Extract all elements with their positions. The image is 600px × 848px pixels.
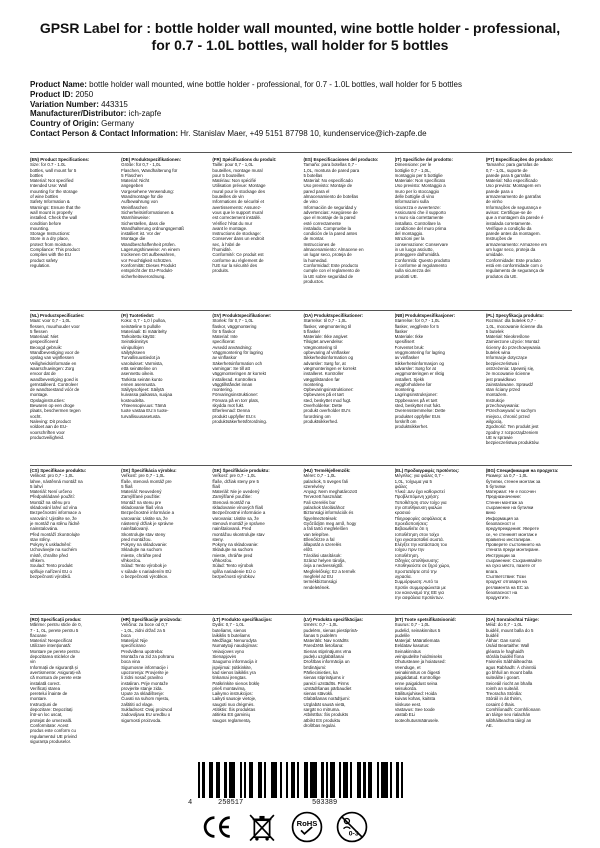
spec-text: Veľkosť: pre 0,7 - 1,0L fľaše, stenová montáž pre 5 fliaš Materiál: Neuvedený Zamýšľané použitie: Montáž na stenu pre skladovanie fliaš vína Bezpečnostné informácie a varovania: Uistite sa, že nástenný držiak je správne nainštalovaný. Skontrolujte stav steny pred montážou. Pokyny na skladovanie: Skladujte na suchom mieste, chráňte pred vlhkosťou. Súlad: Tento výrobok je v súlade s nariadením EÚ o bezpečnosti výrobkov.	[121, 473, 175, 579]
spec-heading: (PL) Specyfikacja produktu:	[485, 313, 544, 318]
barcode-bar	[401, 762, 403, 798]
spec-block	[395, 617, 481, 757]
product-info-row	[30, 119, 575, 129]
barcode-bar	[275, 762, 277, 798]
spec-block	[486, 157, 572, 307]
barcode-bar	[396, 762, 398, 798]
spec-text: Storlek: för 0,7 - 1,0L flaskor, väggmontering för 5 flaskor Material: Inte specificerat Avsedd användning: Väggmontering för lagring av vinflaskor Säkerhetsinformation och varningar: Se till att väggmonteringen är korrekt installerad. Kontrollera väggtillståndet innan montering. Förvaringsinstruktioner: Förvara på en torr plats, skydda mot fukt. Efterlevnad: Denna produkt uppfyller EU:s produktsäkerhetsförordning.	[212, 318, 267, 424]
spec-heading: (LT) Produkto specifikacijos:	[212, 617, 273, 622]
barcode-right-digits: 503389	[312, 799, 338, 807]
spec-heading: (NL) Productspecificaties:	[30, 313, 85, 318]
barcode-bar	[260, 762, 262, 798]
spec-heading: (BG) Спецификация на продукта:	[485, 468, 559, 473]
spec-block	[486, 468, 572, 611]
spec-text: Size: for 0.7 - 1.0L bottles, wall mount for 5 bottles Material: Not specified Intended Use: Wall mounting for the storage of wine bottles Safety Information & Warnings: Ensure that the wall mount is properly installed. Check the wall condition before mounting. Storage Instructions: Store in a dry place, protect from moisture. Compliance: This product complies with the EU product safety regulation.	[30, 162, 81, 268]
barcode-bar	[286, 762, 288, 798]
spec-heading: (FI) Tuotetiedot:	[121, 313, 155, 318]
product-info-value: Germany	[101, 119, 135, 129]
spec-text: Størrelse: for 0,7 - 1,0L flasker, veggfeste for 5 flasker Materiale: Ikke spesifisert Forventet bruk: Veggmontering for lagring av vinflasker Sikkerhetsinformasjon og advarsler: Sørg for at veggmonteringen er riktig installert. Sjekk veggforholdene før montering. Lagringsinstruksjoner: Oppbevares på et tørt sted, beskyttet mot fukt. Overensstemmelse: Dette produktet oppfyller EUs forskrift om produktsikkerhet.	[394, 318, 446, 430]
spec-block	[30, 468, 116, 611]
barcode-bar	[233, 762, 235, 798]
product-info-row	[30, 100, 575, 110]
product-info-label: Manufacturer/Distributor:	[30, 109, 127, 119]
spec-text: Veľkosť: pre 0,7 - 1,0L fľaše, držiak steny pre 5 fliaš Materiál: Nie je uvedený Zamýšľané použitie: Stenová montáž na skladovanie vínových fliaš Bezpečnostné informácie a varovania: Uistite sa, že stenová montáž je správne nainštalovaná. Pred montážou skontrolujte stav steny. Pokyny na skladovanie: Skladujte na suchom mieste, chráňte pred vlhkosťou. Súlad: Tento výrobok spĺňa nariadenie EÚ o bezpečnosti výrobkov.	[212, 473, 266, 579]
barcode-bar	[280, 762, 282, 798]
spec-block	[212, 617, 298, 757]
spec-block	[303, 468, 389, 611]
barcode-bar	[240, 762, 242, 798]
spec-heading: (FR) Spécifications du produit:	[212, 157, 277, 162]
spec-block	[30, 157, 116, 307]
spec-text: Taille: pour 0,7 - 1,0L bouteilles, montage mural pour 5 bouteilles Matériau: Non spécifié Utilisation prévue: Montage mural pour le stockage des bouteilles de vin Informations de sécurité et avertissements: Assurez- vous que le support mural est correctement installé. Vérifiez l'état du mur avant le montage. Instructions de stockage: Conserver dans un endroit sec, à l'abri de l'humidité. Conformité: Ce produit est conforme au règlement de l'UE sur la sécurité des produits.	[212, 162, 266, 274]
product-info-row	[30, 80, 575, 90]
barcode-bar	[385, 762, 387, 798]
spec-block	[486, 313, 572, 463]
spec-text: Rozmiar: dla butelek 0,7 - 1,0L, mocowanie ścienne dla 5 butelek Materiał: Nieokreślone Zamierzone użycie: Montaż ścienny do przechowywania butelek wina Informacje dotyczące bezpieczeństwa i ostrzeżenia: Upewnij się, że mocowanie ścienne jest prawidłowo zainstalowane. Sprawdź stan ściany przed montażem. Instrukcje przechowywania: Przechowywać w suchym miejscu, chronić przed wilgocią. Zgodność: Ten produkt jest zgodny z rozporządzeniem UE w sprawie bezpieczeństwa produktów.	[485, 318, 543, 446]
spec-heading: (NB) Produktspesifikasjoner:	[394, 313, 456, 318]
barcode-bar	[244, 762, 246, 798]
barcode-bar	[321, 762, 323, 798]
spec-row-1	[30, 157, 572, 307]
product-info-row	[30, 129, 575, 139]
barcode-bar	[264, 762, 266, 798]
spec-text: Izmērs: 0,7 - 1,0L pudelēm, sienas piestiprinā- šanas 5 pudelēm Materiāls: Nav norādīts Paredzētā lietošana: Sienas stiprinājums vīna pudeļu uzglabāšanai Drošības informācija un brīdinājumi: Pārliecinieties, ka sienas stiprinājums ir pareizi uzstādīts. Pirms uzstādīšanas pārbaudiet sienas stāvokli. Glabāšanas norādījumi: Uzglabāt sausā vietā, sargāt no mitruma. Atbilstība: Šis produkts atbilst ES produktu drošības regulai.	[303, 622, 359, 728]
spec-block	[212, 468, 298, 611]
spec-text: Velikost: pro 0,7 - 1,0L lahve, nástěnná montáž na 5 lahví Materiál: Není určeno Předpokládané použití: Montáž na stěnu pro skladování lahví od vína Bezpečnostní informace a varování: Ujistěte se, že je montáž na stěnu řádně nainstalována. Před montáží zkontrolujte stav stěny. Pokyny k uskladnění: Uchovávejte na suchém místě, chraňte před vlhkem. Soulad: Tento produkt splňuje nařízení EU o bezpečnosti výrobků.	[30, 473, 83, 579]
spec-heading: (SV) Produktspecifikationer:	[212, 313, 272, 318]
spec-text: Размер: за 0,7 - 1,0L бутилки, стенен монтаж за 5 бутилки Материал: Не е посочен Предназначение: Стенен монтаж за съхранение на бутилки вино Информация за безопасност и предупреждения: Уверете се, че стенният монтаж е правилно инсталиран. Проверете състоянието на стената преди монтиране. Инструкции за съхранение: Съхранявайте на сухо място, пазете от влага. Съответствие: Този продукт отговаря на регламента на ЕС за безопасност на продуктите.	[485, 473, 542, 601]
spec-block	[486, 617, 572, 757]
barcode-bar	[251, 762, 253, 798]
spec-text: Størrelse: til 0,7 - 1,0L flasker, vægmontering til 5 flasker Materiale: Ikke angivet Tilsigtet anvendelse: Vægmontering til opbevaring af vinflasker Sikkerhedsinformation og advarsler: Sørg for, at vægmonteringen er korrekt installeret. Kontroller væggtilstanden før montering. Opbevaringsinstruktioner: Opbevares på et tørt sted, beskyttet mod fugt. Overholdelse: Dette produkt overholder EU's forordning om produktsikkerhed.	[303, 318, 357, 424]
barcode-bar	[306, 762, 308, 798]
spec-heading: (DE) Produktspezifikationen:	[121, 157, 182, 162]
spec-block	[30, 617, 116, 757]
ean-barcode	[188, 762, 412, 808]
divider	[30, 614, 572, 615]
spec-text: Koko: 0,7 - 1,0 l pulloa, seinäteline 5 pullolle Materiaali: Ei määritelty Tarkoitettu käyttö: Seinäkiinnitys viinipullojen säilytykseen Turvallisuustiedot ja varoitukset: Varmista, että seinäteline on asennettu oikein. Tarkista seinän kunto ennen asennusta. Säilytysohjeet: Säilytä kuivassa paikassa, suojaa kosteudelta. Yhteensopivuus: Tämä tuote vastaa EU:n tuote- turvallisuusasetusta.	[121, 318, 173, 419]
spec-heading: (GA) Sonraíochtaí Táirge:	[485, 617, 540, 622]
spec-block	[121, 157, 207, 307]
spec-block	[395, 468, 481, 611]
barcode-bar	[315, 762, 317, 798]
compliance-icons	[0, 810, 600, 846]
product-info-value: Hr. Stanislav Maer, +49 5151 87798 10, kundenservice@ich-zapfe.de	[180, 128, 427, 138]
spec-block	[395, 157, 481, 307]
spec-heading: (EL) Προδιαγραφές προϊόντος:	[394, 468, 460, 473]
barcode-bar	[332, 762, 334, 798]
barcode-bar	[363, 762, 365, 798]
spec-text: Tamaño: para botellas 0,7 - 1,0L, montura de pared para 5 botellas Material: No especificado Uso previsto: Montaje de pared para el almacenamiento de botellas de vino Información de seguridad y advertencias: Asegúrese de que el montaje de la pared esté correctamente instalado. Compruebe la condición de la pared antes de montar. Instrucciones de almacenamiento: Almacene en un lugar seco, proteja de la humedad. Conformidad: Este producto cumple con el reglamento de la UE sobre seguridad de productos.	[303, 162, 364, 284]
spec-text: Veličina: za boce od 0,7 - 1,0L, zidni držač za 5 boca Materijal: Nije specificirano Predviđena upotreba: Montaža na zid za pohranu boca vina Sigurnosne informacije i upozorenja: Provjerite je li zidni nosač pravilno instaliran. Prije montaže provjerite stanje zida. Upute za skladištenje: Čuvati na suhom mjestu, zaštititi od vlage. Sukladnost: Ovaj proizvod zadovoljava EU uredbu o sigurnosti proizvoda.	[121, 622, 175, 723]
spec-heading: (SK) Špecifikácia výrobku:	[121, 468, 177, 473]
spec-heading: (DA) Produktspecifikationer:	[303, 313, 364, 318]
svg-text:RoHS: RoHS	[296, 819, 318, 829]
spec-heading: (ET) Toote spetsifikatsioonid:	[394, 617, 457, 622]
weee-bin-icon	[245, 810, 279, 844]
product-info-label: Contact Person & Contact Information:	[30, 128, 179, 138]
spec-text: Tamanho: para garrafas de 0,7 - 1,0L, suporte de parede para 5 garrafas Material: Não especificado Uso previsto: Montagem em parede para o armazenamento de garrafas de vinho Informações de segurança e avisos: Certifique-se de que a montagem da parede é instalada corretamente. Verifique a condição da parede antes da montagem. Instruções de armazenamento: Armazene em um lugar seco, proteja da umidade. Conformidade: Este produto está em conformidade com o regulamento de segurança de produtos da UE.	[485, 162, 548, 279]
product-info-row	[30, 90, 575, 100]
barcode-left-digits: 250517	[218, 799, 244, 807]
spec-heading: (EN) Product Specifications:	[30, 157, 90, 162]
spec-heading: (PT) Especificações do produto:	[485, 157, 554, 162]
age-0-3-warning-icon	[335, 810, 369, 844]
product-info-label: Product ID:	[30, 89, 74, 99]
spec-text: Suurus: 0,7 - 1,0L pudelid, seinakinnitus 5 pudelile Materjal: Määratlemata Eeldatav kasutus: Seinakinnitus veinipudelite hoidmiseks Ohutusteave ja hoiatused: Veenduge, et seinakinnitus on õigesti paigaldatud. Kontrollige enne paigaldust seina seisukorda. Säilitusjuhised: Hoida kuivas kohas, kaitsta niiskuse eest. Vastavus: See toode vastab ELi tooteohutusmäärusele.	[394, 622, 446, 723]
product-info-value: bottle holder wall mounted, wine bottle holder - professional, for 0.7 - 1.0L bottles, wall holder for 5 bottles	[89, 80, 462, 89]
spec-text: Méret: 0,7 - 1,0L palackok, 5 üveges fali szerelvény Anyag: Nem meghatározott Tervezett használat: Fali szerelés bor palackok tárolásához Biztonsági információk és figyelmeztetések: Győződjön meg arról, hogy a fali tartó megfelelően van telepítve. Ellenőrizze a fal állapotát a szerelés előtt. Tárolási utasítások: Száraz helyen tárolja, óvja a nedvességtől. Megfelelőség: Ez a termék megfelel az EU termékbiztonsági rendeletének.	[303, 473, 357, 590]
spec-block	[303, 157, 389, 307]
spec-heading: (CS) Specifikace produktu:	[30, 468, 87, 473]
spec-block	[395, 313, 481, 463]
spec-text: Dimensione: per le bottiglie 0,7 - 1,0L, montaggio per 5 bottiglie Materiale: Non specificato Uso previsto: Montaggio a muro per lo stoccaggio delle bottiglie di vino Informazioni sulla sicurezza e avvertenze: Assicurarsi che il supporto a muro sia correttamente installato. Controllare la condizione del muro prima del montaggio. Istruzioni per la conservazione: Conservare in un luogo asciutto, proteggere dall'umidità. Conformità: Questo prodotto è conforme al regolamento sulla sicurezza dei prodotti UE.	[394, 162, 451, 279]
spec-block	[212, 313, 298, 463]
product-info-value: 443315	[101, 99, 128, 109]
barcode-bar	[326, 762, 328, 798]
rohs-compliant-icon	[290, 810, 324, 844]
spec-block	[303, 617, 389, 757]
barcode-bar	[359, 762, 361, 798]
divider	[30, 310, 572, 311]
barcode-bar	[293, 762, 295, 798]
spec-heading: (IT) Specifiche del prodotto:	[394, 157, 453, 162]
spec-row-4	[30, 617, 572, 757]
spec-text: Größe: für 0,7 - 1,0L Flaschen, Wandhalterung für 5 Flaschen Material: Nicht angegeben Vorgesehene Verwendung: Wandmontage für die Aufbewahrung von Weinflaschen Sicherheitsinformationen & Warnhinweise: Sicherstellen, dass die Wandhalterung ordnungsgemäß installiert ist. Vor der Montage die Wandbeschaffenheit prüfen. Lagerungshinweise: An einem trockenen Ort aufbewahren, vor Feuchtigkeit schützen. Konformität: Dieses Produkt entspricht der EU-Produkt- sicherheitsverordnung.	[121, 162, 184, 279]
spec-row-3	[30, 468, 572, 611]
barcode-bar	[218, 762, 220, 798]
barcode-bar	[370, 762, 372, 798]
barcode-bar	[198, 762, 200, 798]
divider	[30, 152, 572, 153]
product-info-label: Country of Origin:	[30, 119, 99, 129]
spec-text: Maat: voor 0,7 - 1,0L flessen, muurhouder voor 5 flessen Materiaal: Niet gespecificeerd Beoogd gebruik: Wandbevestiging voor de opslag van wijnflessen Veiligheidsinformatie en waarschuwingen: Zorg ervoor dat de wandbevestiging goed is geïnstalleerd. Controleer de wandtoestand vóór de montage. Opslaginstructies: Bewaren op een droge plaats, beschermen tegen vocht. Naleving: Dit product voldoet aan de EU- voorschriften voor productveiligheid.	[30, 318, 81, 440]
spec-block	[303, 313, 389, 463]
product-info-value: 2050	[75, 89, 94, 99]
spec-heading: (RO) Specificații produs:	[30, 617, 82, 622]
spec-block	[121, 468, 207, 611]
barcode-bar	[390, 762, 392, 798]
svg-text:0-3: 0-3	[348, 830, 359, 838]
spec-heading: (HU) Termékjellemzők:	[303, 468, 351, 473]
divider	[30, 465, 572, 466]
barcode-bars	[198, 762, 403, 798]
barcode-bar	[297, 762, 299, 798]
spec-block	[212, 157, 298, 307]
spec-heading: (ES) Especificaciones del producto:	[303, 157, 379, 162]
spec-block	[30, 313, 116, 463]
barcode-lead-digit: 4	[188, 799, 193, 807]
barcode-bar	[211, 762, 213, 798]
spec-heading: (SK) Špecifikácie produktu:	[212, 468, 270, 473]
barcode-bar	[350, 762, 352, 798]
barcode-bar	[224, 762, 226, 798]
product-info-label: Product Name:	[30, 80, 87, 89]
spec-text: Μέγεθος: για φιάλες 0,7 - 1,0L, τοίχωμα για 5 φιάλες Υλικό: Δεν έχει καθοριστεί Προβλεπόμενη χρήση: Τοποθέτηση στον τοίχο για την αποθήκευση φιαλών κρασιού Πληροφορίες ασφάλειας & προειδοποιήσεις: Βεβαιωθείτε ότι η τοποθέτηση στον τοίχο έχει εγκατασταθεί σωστά. Ελέγξτε την κατάσταση του τοίχου πριν την τοποθέτηση. Οδηγίες αποθήκευσης: Αποθηκεύστε σε ξηρό χώρο, προστατέψτε από την υγρασία. Συμμόρφωση: Αυτό το προϊόν συμμορφώνεται με τον κανονισμό της ΕΕ για την ασφάλεια προϊόντων.	[394, 473, 451, 601]
spec-heading: (LV) Produkta specifikācijas:	[303, 617, 364, 622]
spec-text: Dydis: 0,7 - 1,0L buteliams, sienos laikiklis 5 buteliams Medžiaga: Nenurodyta Numatytoji naudojimas: Veiaojoves vyno Sienapjovės Saugumo informacija ir įspėjimai: Įsitikinkite, kad sienos laikiklis yra tinkamai įrengtas. Patikrinkite sienos būklę prieš montavimą. Laikymo instrukcijos: Laikyti sausoje vietoje, saugoti nuo drėgmės. Atitiktis: Šis produktas atitinka ES gaminių saugos reglamentą.	[212, 622, 260, 723]
spec-block	[121, 617, 207, 757]
product-info	[30, 80, 575, 139]
spec-text: Méid: do 0,7 - 1,0L buidéil, mount balla do 5 buidéil Ábhar: Gan sonrú Úsáid Beartaithe: Wall gléasta le haghaidh stórála buidéil fíona Faisnéis Sábháilteachta agus Rabhadh: Á chinntiú go bhfuil an mount balla suiteáilte i gceart. Seiceáil riocht an bhalla roimh an suiteáil. Treoracha Stórála: Stóráil in áit thirim, cosaint ó thais. Comhlíonadh: Comhlíonann an táirge seo rialachán sábháilteachta táirgí an AE.	[485, 622, 541, 728]
ce-mark-icon	[200, 810, 234, 844]
barcode-bar	[202, 762, 204, 798]
spec-block	[121, 313, 207, 463]
spec-row-2	[30, 313, 572, 463]
page-title: GPSR Label for : bottle holder wall mounted, wine bottle holder - professional, for 0.7 - 1.0L bottles, wall holder for 5 bottles	[39, 20, 561, 53]
barcode-bar	[377, 762, 379, 798]
product-info-row	[30, 109, 575, 119]
product-info-value: ich-zapfe	[128, 109, 162, 119]
barcode-bar	[346, 762, 348, 798]
barcode-bar	[339, 762, 341, 798]
product-info-label: Variation Number:	[30, 99, 99, 109]
spec-text: Mărime: pentru sticle de 0, 7 - 1, 0L, perete pentru 5 flacoane Material: Nespecificat Utilizare intenționată: Montare pe perete pentru depozitarea sticlelor de vin Informații de siguranță și avertismente: Asigurați-vă că montura de perete este instalată corect. Verificați starea peretelui înainte de montare. Instrucțiuni de depozitare: Depozitați într-un loc uscat, protejat de umezeală. Conformitate: Acest produs este conform cu regulamentul UE privind siguranța produselor.	[30, 622, 82, 744]
spec-heading: (HR) Specifikacije proizvoda:	[121, 617, 182, 622]
